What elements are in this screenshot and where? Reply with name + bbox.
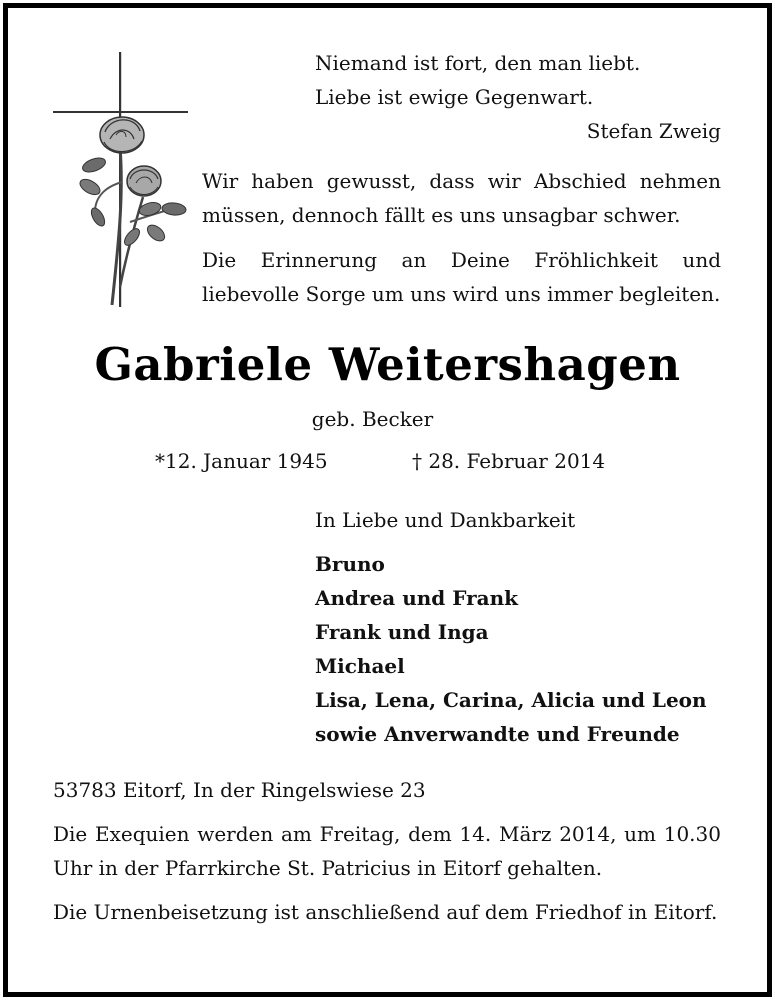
maiden-name: geb. Becker	[311, 407, 434, 431]
quote-line: Liebe ist ewige Gegenwart.	[315, 85, 594, 109]
birth-date: *12. Januar 1945	[155, 449, 328, 473]
service-info: Die Exequien werden am Freitag, dem 14. März 2014, um 10.30 Uhr in der Pfarrkirche St. Patricius in Eitorf gehalten.	[53, 822, 721, 880]
quote-author: Stefan Zweig	[586, 119, 721, 143]
intro-paragraph: Wir haben gewusst, dass wir Abschied nehmen müssen, dennoch fällt es uns unsagbar schwer.	[202, 169, 721, 227]
quote-block	[315, 46, 721, 148]
cross-rose-icon	[50, 47, 195, 312]
intro-text	[202, 164, 721, 322]
mourners-intro: In Liebe und Dankbarkeit	[315, 508, 576, 532]
burial-info: Die Urnenbeisetzung ist anschließend auf dem Friedhof in Eitorf.	[53, 900, 718, 924]
mourner-name: Andrea und Frank	[315, 586, 518, 610]
mourner-name: Lisa, Lena, Carina, Alicia und Leon	[315, 688, 707, 712]
address: 53783 Eitorf, In der Ringelswiese 23	[53, 778, 426, 802]
mourner-name: sowie Anverwandte und Freunde	[315, 722, 680, 746]
quote-line: Niemand ist fort, den man liebt.	[315, 51, 641, 75]
deceased-name: Gabriele Weitershagen	[94, 338, 681, 391]
intro-paragraph: Die Erinnerung an Deine Fröhlichkeit und liebevolle Sorge um uns wird uns immer begleiten.	[202, 248, 721, 306]
mourners-list	[315, 547, 707, 751]
footer-info	[53, 773, 721, 939]
death-date: † 28. Februar 2014	[412, 449, 606, 473]
mourner-name: Michael	[315, 654, 405, 678]
mourner-name: Bruno	[315, 552, 385, 576]
mourner-name: Frank und Inga	[315, 620, 489, 644]
